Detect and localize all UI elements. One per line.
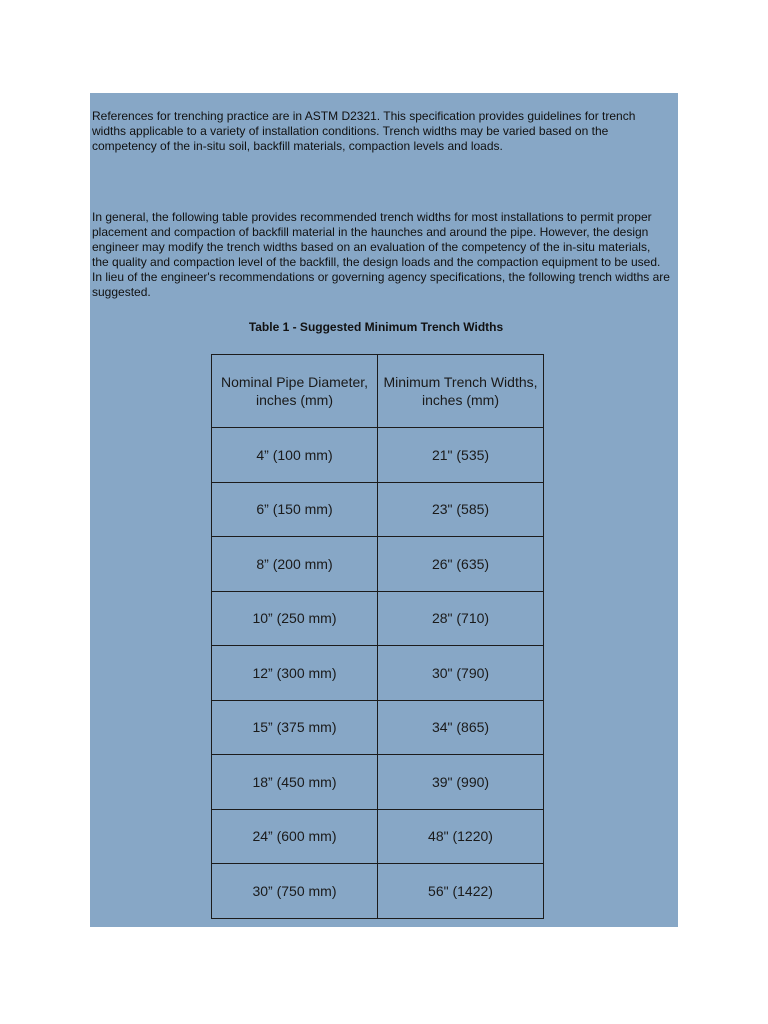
table-row	[212, 700, 544, 755]
trench-width-table	[211, 354, 544, 919]
cell-pipe-diameter: 24” (600 mm)	[212, 809, 378, 864]
table-row	[212, 591, 544, 646]
cell-pipe-diameter: 6” (150 mm)	[212, 482, 378, 537]
cell-pipe-diameter: 10” (250 mm)	[212, 591, 378, 646]
cell-pipe-diameter: 15” (375 mm)	[212, 700, 378, 755]
table-row	[212, 537, 544, 592]
header-minimum-trench-width: Minimum Trench Widths, inches (mm)	[378, 355, 544, 428]
cell-trench-width: 28" (710)	[378, 591, 544, 646]
table-row	[212, 646, 544, 701]
table-row	[212, 864, 544, 919]
cell-trench-width: 23" (585)	[378, 482, 544, 537]
cell-pipe-diameter: 4” (100 mm)	[212, 428, 378, 483]
cell-pipe-diameter: 18” (450 mm)	[212, 755, 378, 810]
table-header-row	[212, 355, 544, 428]
cell-pipe-diameter: 12” (300 mm)	[212, 646, 378, 701]
document-page	[90, 93, 678, 927]
cell-trench-width: 48" (1220)	[378, 809, 544, 864]
intro-paragraph: References for trenching practice are in ASTM D2321. This specification provides guidelines for trench widths applicable to a variety of installation conditions. Trench widths may be varied based on the competency of the in-situ soil, backfill materials, compaction levels and loads.	[92, 109, 636, 153]
cell-pipe-diameter: 8” (200 mm)	[212, 537, 378, 592]
trench-width-paragraph: In general, the following table provides recommended trench widths for most installations to permit proper placement and compaction of backfill material in the haunches and around the pipe. However, the design engineer may modify the trench widths based on an evaluation of the competency of the in-situ materials, the quality and compaction level of the backfill, the design loads and the compaction equipment to be used. In lieu of the engineer's recommendations or governing agency specifications, the following trench widths are suggested.	[92, 210, 670, 299]
table-title: Table 1 - Suggested Minimum Trench Widths	[248, 320, 504, 334]
cell-trench-width: 26" (635)	[378, 537, 544, 592]
table-row	[212, 482, 544, 537]
cell-trench-width: 34" (865)	[378, 700, 544, 755]
table-row	[212, 755, 544, 810]
header-nominal-pipe-diameter: Nominal Pipe Diameter, inches (mm)	[212, 355, 378, 428]
cell-trench-width: 21" (535)	[378, 428, 544, 483]
cell-pipe-diameter: 30” (750 mm)	[212, 864, 378, 919]
table-row	[212, 428, 544, 483]
cell-trench-width: 30" (790)	[378, 646, 544, 701]
table-row	[212, 809, 544, 864]
cell-trench-width: 56" (1422)	[378, 864, 544, 919]
cell-trench-width: 39" (990)	[378, 755, 544, 810]
